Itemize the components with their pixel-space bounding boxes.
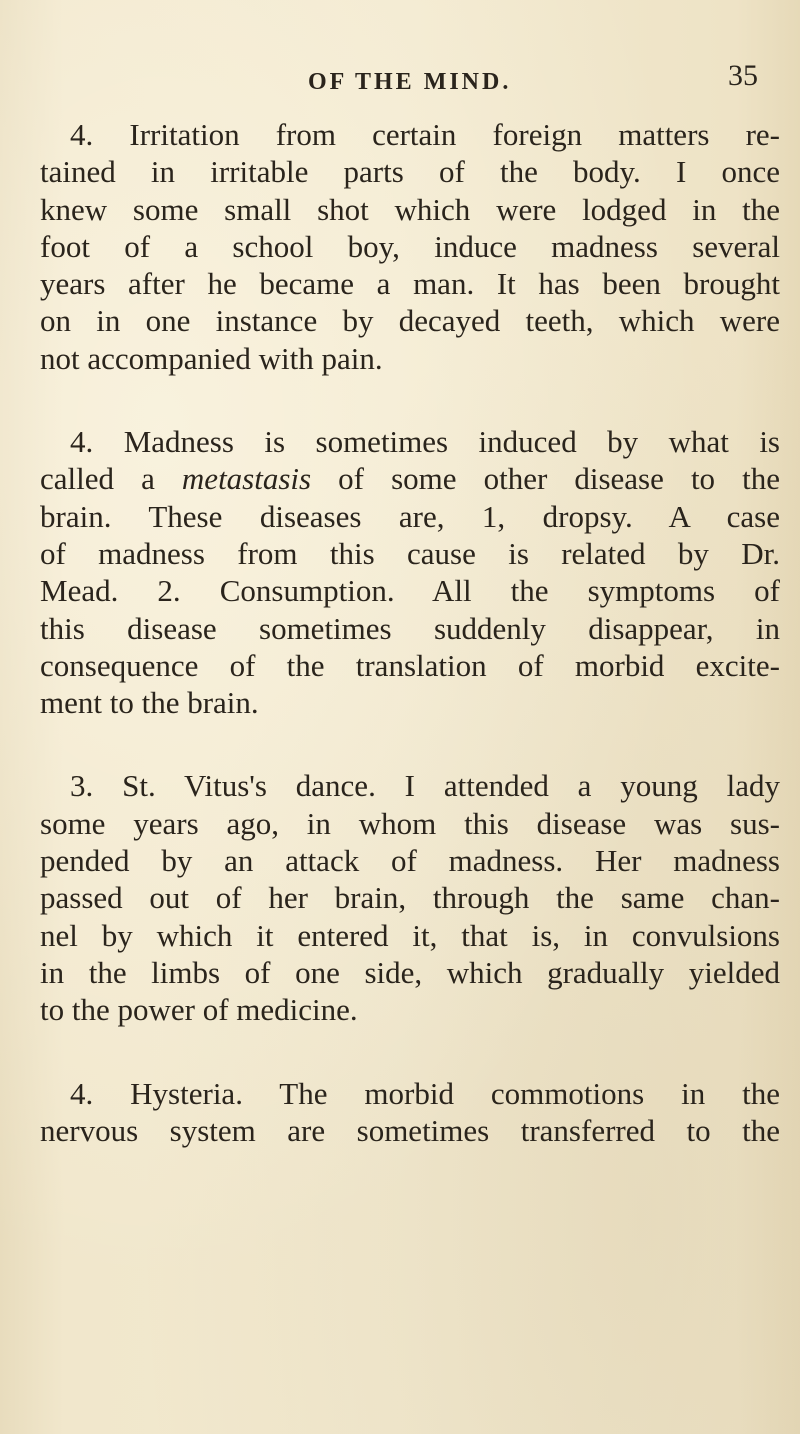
text-line: 3. St. Vitus's dance. I attended a young lady: [70, 768, 780, 804]
text-line-with-italic: [40, 460, 780, 497]
text-line: knew some small shot which were lodged in the: [40, 191, 780, 227]
paragraph-gap: [40, 1029, 780, 1075]
text-line: of madness from this cause is related by Dr.: [40, 535, 780, 571]
body-text: [40, 116, 780, 1149]
text-line: 4. Hysteria. The morbid commotions in the: [70, 1075, 780, 1111]
text-line: 4. Irritation from certain foreign matters re-: [70, 117, 780, 152]
text-line: some years ago, in whom this disease was sus-: [40, 805, 780, 841]
running-head: [0, 59, 800, 102]
text-line: to the power of medicine.: [40, 992, 358, 1028]
paragraph-metastasis: [40, 423, 780, 721]
text-line: pended by an attack of madness. Her madness: [40, 843, 780, 879]
paragraph-st-vitus: [40, 767, 780, 1028]
text-line: ment to the brain.: [40, 685, 259, 721]
text-line: consequence of the translation of morbid excite-: [40, 647, 780, 683]
italic-term: metastasis: [181, 461, 312, 497]
text-line: Mead. 2. Consumption. All the symptoms of: [40, 573, 780, 609]
text-line: nel by which it entered it, that is, in convulsions: [40, 917, 780, 953]
paragraph-irritation: [40, 116, 780, 377]
text-line: nervous system are sometimes transferred to the: [40, 1112, 780, 1148]
text-line: not accompanied with pain.: [40, 340, 383, 376]
running-head-title: OF THE MIND.: [308, 69, 512, 95]
text-line: this disease sometimes suddenly disappear, in: [40, 610, 780, 646]
text-line: foot of a school boy, induce madness several: [40, 228, 780, 264]
text-line: passed out of her brain, through the same chan-: [40, 880, 780, 916]
text-line: 4. Madness is sometimes induced by what is: [70, 424, 780, 460]
page-number: 35: [728, 59, 758, 92]
text-line: years after he became a man. It has been brought: [40, 266, 780, 302]
text-line: brain. These diseases are, 1, dropsy. A case: [40, 498, 780, 534]
text-line: in the limbs of one side, which gradually yielded: [40, 954, 780, 990]
paragraph-gap: [40, 377, 780, 423]
text-segment: of some other disease to the: [311, 461, 781, 497]
text-line: tained in irritable parts of the body. I once: [40, 154, 780, 190]
text-segment: called a: [40, 461, 182, 497]
paragraph-gap: [40, 721, 780, 767]
text-line: on in one instance by decayed teeth, which were: [40, 303, 780, 339]
paragraph-hysteria: [40, 1075, 780, 1150]
